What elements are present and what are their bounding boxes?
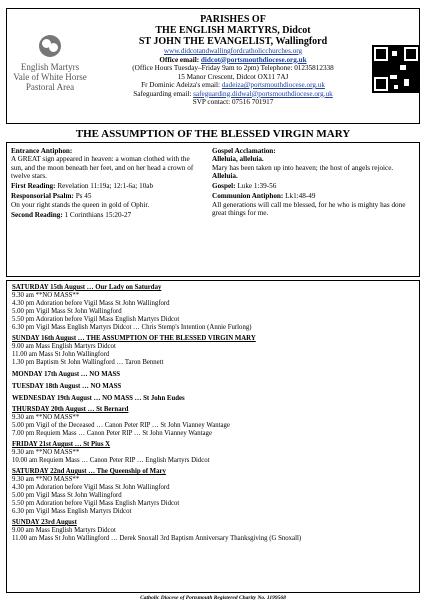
schedule-service-line: 5.00 pm Vigil of the Deceased … Canon Peter RIP … St John Vianney Wantage <box>12 422 230 429</box>
header-title-line-3: ST JOHN THE EVANGELIST, Wallingford <box>138 36 328 47</box>
priest-email-line: Fr Dominic Adeiza's email: dadeiza@portsmouthdiocese.org.uk <box>141 81 325 89</box>
office-email-link[interactable]: didcot@portsmouthdiocese.org.uk <box>200 55 307 64</box>
alleluia-first: Alleluia, alleluia. <box>212 155 264 164</box>
schedule-day-heading: SATURDAY 15th August … Our Lady on Saturday <box>12 284 162 291</box>
communion-antiphon: Communion Antiphon: Lk1:48-49 <box>212 192 316 201</box>
website-link[interactable]: www.didcotandwallingfordcatholicchurches.org <box>163 47 303 55</box>
schedule-service-line: 7.00 pm Requiem Mass … Canon Peter RIP … St John Vianney Wantage <box>12 430 212 437</box>
office-address: 15 Manor Crescent, Didcot OX11 7AJ <box>177 72 289 81</box>
communion-text: All generations will call me blessed, for he who is mighty has done great things for me. <box>212 200 406 218</box>
contact-details <box>97 14 369 107</box>
entrance-antiphon-text: A GREAT sign appeared in heaven: a woman clothed with the sun, and the moon beneath her feet, and on her head a crown of twelve stars. <box>11 155 194 180</box>
schedule-service-line: 5.50 pm Adoration before Vigil Mass English Martyrs Didcot <box>12 316 180 323</box>
logo-text: English Martyrs Vale of White Horse Pastoral Area <box>13 62 87 92</box>
psalm: Responsorial Psalm: Ps 45 <box>11 192 92 201</box>
schedule-service-line: 1.30 pm Baptism St John Wallingford … Taron Bennett <box>12 359 164 366</box>
parish-logo <box>11 17 89 117</box>
schedule-day-heading: WEDNESDAY 19th August … NO MASS … St John Eudes <box>12 395 185 402</box>
schedule-service-line: 9.30 am **NO MASS** <box>12 476 80 483</box>
charity-footer: Catholic Diocese of Portsmouth Registered Charity No. 1199568 <box>140 595 286 601</box>
header-title-line-1: PARISHES OF <box>200 14 266 25</box>
readings-left-column <box>11 147 201 219</box>
safeguarding-line: Safeguarding email: safeguarding.didwal@portsmouthdiocese.org.uk <box>133 89 333 98</box>
schedule-day-heading: MONDAY 17th August … NO MASS <box>12 371 121 378</box>
schedule-service-line: 5.00 pm Vigil Mass St John Wallingford <box>12 492 122 499</box>
safeguarding-email-link[interactable]: safeguarding.didwal@portsmouthdiocese.org.uk <box>193 89 333 98</box>
schedule-day-heading: SUNDAY 23rd August <box>12 519 77 526</box>
schedule-day-heading: TUESDAY 18th August … NO MASS <box>12 383 122 390</box>
schedule-service-line: 5.50 pm Adoration before Vigil Mass English Martyrs Didcot <box>12 500 180 507</box>
psalm-text: On your right stands the queen in gold of Ophir. <box>11 200 150 209</box>
priest-email-link[interactable]: dadeiza@portsmouthdiocese.org.uk <box>221 81 325 89</box>
gospel-reading: Gospel: Luke 1:39-56 <box>212 182 277 191</box>
schedule-service-line: 9.00 am Mass English Martyrs Didcot <box>12 343 116 350</box>
schedule-service-line: 9.30 am **NO MASS** <box>12 414 80 421</box>
schedule-service-line: 9.30 am **NO MASS** <box>12 449 80 456</box>
gospel-acclamation-text: Mary has been taken up into heaven; the host of angels rejoice. <box>212 163 394 172</box>
schedule-day-heading: THURSDAY 20th August … St Bernard <box>12 406 129 413</box>
office-hours: (Office Hours Tuesday–Friday 9am to 2pm) Telephone: 01235812338 <box>132 64 334 72</box>
schedule-service-line: 5.00 pm Vigil Mass St John Wallingford <box>12 308 122 315</box>
qr-code-icon <box>372 45 420 93</box>
schedule-service-line: 6.30 pm Vigil Mass English Martyrs Didcot … Chris Stemp's Intention (Annie Furlong) <box>12 324 252 331</box>
entrance-antiphon-label: Entrance Antiphon: <box>11 147 73 155</box>
schedule-day-heading: SATURDAY 22nd August … The Queenship of Mary <box>12 468 166 475</box>
second-reading: Second Reading: 1 Corinthians 15:20-27 <box>11 211 132 220</box>
feast-title: THE ASSUMPTION OF THE BLESSED VIRGIN MARY <box>75 128 351 140</box>
svp-contact: SVP contact: 07516 701917 <box>192 98 274 106</box>
schedule-service-line: 4.30 pm Adoration before Vigil Mass St John Wallingford <box>12 484 170 491</box>
schedule-service-line: 6.30 pm Vigil Mass English Martyrs Didcot <box>12 508 132 515</box>
office-email-line: Office email: didcot@portsmouthdiocese.org.uk <box>159 55 307 64</box>
first-reading: First Reading: Revelation 11:19a; 12:1-6a; 10ab <box>11 182 154 191</box>
schedule-service-line: 10.00 am Requiem Mass … Canon Peter RIP … English Martyrs Didcot <box>12 457 210 464</box>
readings-right-column <box>212 147 415 217</box>
mass-schedule <box>6 280 420 593</box>
schedule-service-line: 11.00 am Mass St John Wallingford … Derek Snoxall 3rd Baptism Anniversary Thanksgiving (G Snoxall) <box>12 535 302 542</box>
schedule-service-line: 9.00 am Mass English Martyrs Didcot <box>12 527 116 534</box>
alleluia-second: Alleluia. <box>212 171 238 180</box>
schedule-day-heading: SUNDAY 16th August … THE ASSUMPTION OF THE BLESSED VIRGIN MARY <box>12 335 256 342</box>
header-title-line-2: THE ENGLISH MARTYRS, Didcot <box>155 25 311 36</box>
schedule-service-line: 11.00 am Mass St John Wallingford <box>12 351 110 358</box>
schedule-service-line: 4.30 pm Adoration before Vigil Mass St John Wallingford <box>12 300 170 307</box>
schedule-day-heading: FRIDAY 21st August … St Pius X <box>12 441 111 448</box>
schedule-service-line: 9.30 am **NO MASS** <box>12 292 80 299</box>
parish-header <box>6 8 420 124</box>
gospel-acclamation-label: Gospel Acclamation: <box>212 147 276 155</box>
logo-emblem-icon <box>39 35 61 57</box>
mass-readings <box>6 142 420 277</box>
